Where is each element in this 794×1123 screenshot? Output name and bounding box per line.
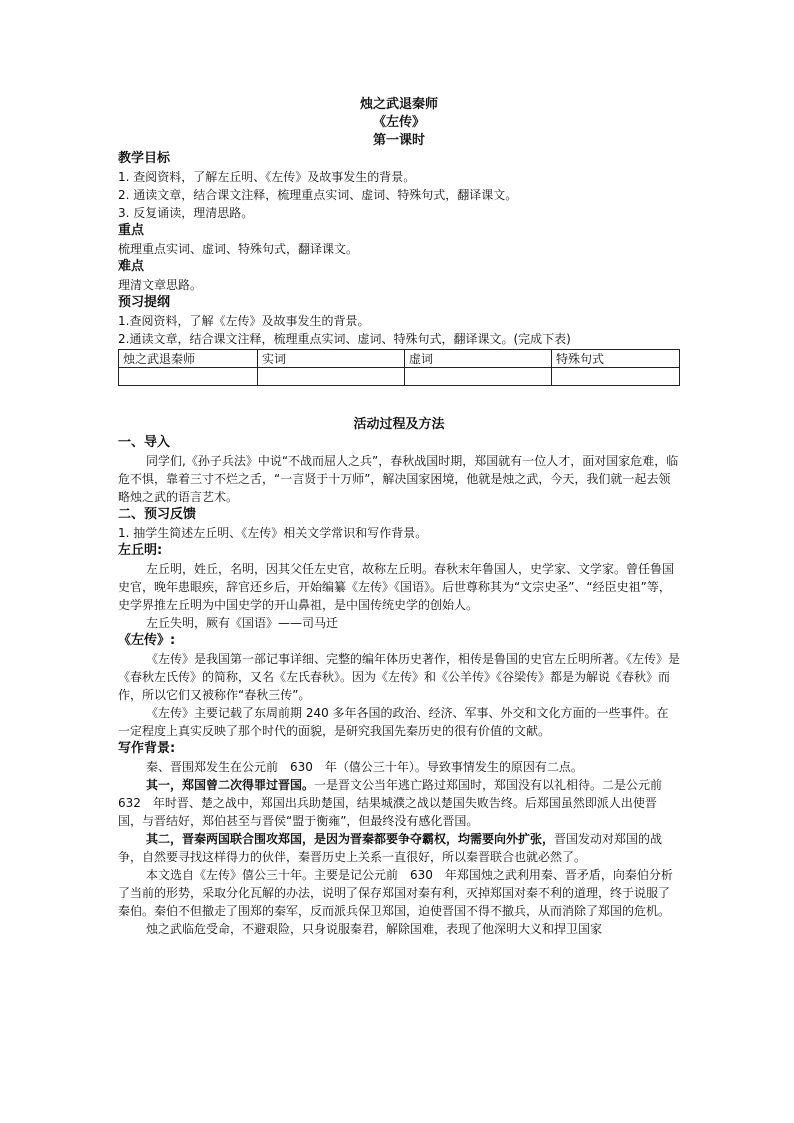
- intro-heading: 一、导入: [118, 435, 171, 450]
- document-title: 烛之武退秦师: [359, 97, 438, 112]
- table-row: [119, 368, 680, 386]
- table-header-cell: 特殊句式: [552, 350, 680, 368]
- background-text: 本文选自《左传》僖公三十年。主要是记公元前 630 年郑国烛之武利用秦、晋矛盾，向秦伯分析了当前的形势，采取分化瓦解的办法，说明了保存郑国对秦有利，灭掉郑国对秦不利的道理，终于说服了秦伯。秦伯不但撤走了围郑的秦军，反而派兵保卫郑国，迫使晋国不得不撤兵，从而消除了郑国的危机。: [118, 868, 673, 918]
- zuozhuan-heading: 《左传》:: [118, 633, 176, 648]
- preview-item: 2.通读文章，结合课文注释，梳理重点实词、虚词、特殊句式，翻译课文。(完成下表): [118, 332, 571, 346]
- zuoqiuming-heading: 左丘明:: [118, 543, 163, 558]
- background-text: 烛之武临危受命，不避艰险，只身说服秦君，解除国难，表现了他深明大义和捍卫国家: [146, 922, 603, 936]
- table-cell: [405, 368, 552, 386]
- zuozhuan-text: 《左传》主要记载了东周前期 240 多年各国的政治、经济、军事、外交和文化方面的一些事件。在一定程度上真实反映了那个时代的面貌，是研究我国先秦历史的很有价值的文献。: [118, 706, 669, 738]
- preview-heading: 预习提纲: [118, 295, 171, 310]
- background-paragraph: [118, 830, 680, 866]
- intro-text: 同学们,《孙子兵法》中说“不战而屈人之兵”，春秋战国时期，郑国就有一位人才，面对国家危难，临危不惧，靠着三寸不烂之舌，“一言贤于十万师”，解决国家困境，他就是烛之武，今天，我们就一起去领略烛之武的语言艺术。: [118, 454, 679, 504]
- table-cell: [119, 368, 258, 386]
- table-header-cell: 实词: [258, 350, 405, 368]
- preview-item: 1.查阅资料，了解《左传》及故事发生的背景。: [118, 314, 370, 328]
- background-text: 秦、晋围郑发生在公元前 630 年（僖公三十年）。导致事情发生的原因有二点。: [146, 760, 583, 774]
- key-points-heading: 重点: [118, 223, 145, 238]
- document-page: [118, 96, 680, 938]
- lesson-label: 第一课时: [372, 133, 425, 148]
- table-cell: [552, 368, 680, 386]
- table-cell: [258, 368, 405, 386]
- table-row: [119, 350, 680, 368]
- feedback-item: 1. 抽学生简述左丘明、《左传》相关文学常识和写作背景。: [118, 526, 428, 540]
- feedback-heading: 二、预习反馈: [118, 507, 197, 522]
- table-header-cell: 烛之武退秦师: [119, 350, 258, 368]
- objective-item: 1. 查阅资料，了解左丘明、《左传》及故事发生的背景。: [118, 170, 416, 184]
- background-lead: 其二，晋秦两国联合围攻郑国，是因为晋秦都要争夺霸权，均需要向外扩张，: [146, 832, 555, 846]
- difficulty-heading: 难点: [118, 259, 145, 274]
- document-source: 《左传》: [372, 115, 425, 130]
- preview-table: [118, 349, 680, 386]
- objective-item: 2. 通读文章，结合课文注释，梳理重点实词、虚词、特殊句式，翻译课文。: [118, 188, 518, 202]
- objective-item: 3. 反复诵读，理清思路。: [118, 206, 254, 220]
- key-points-text: 梳理重点实词、虚词、特殊句式，翻译课文。: [118, 242, 359, 256]
- activity-heading: 活动过程及方法: [353, 417, 445, 432]
- zuoqiuming-quote: 左丘失明，厥有《国语》——司马迁: [146, 616, 339, 630]
- objectives-heading: 教学目标: [118, 151, 171, 166]
- table-header-cell: 虚词: [405, 350, 552, 368]
- background-text: 晋国发动对郑国的战争，自然要寻找这样得力的伙伴，秦晋历史上关系一直很好，所以秦晋联合也就必然了。: [118, 832, 663, 864]
- background-heading: 写作背景:: [118, 741, 176, 756]
- zuozhuan-text: 《左传》是我国第一部记事详细、完整的编年体历史著作，相传是鲁国的史官左丘明所著。《左传》是《春秋左氏传》的简称，又名《左氏春秋》。因为《左传》和《公羊传》《谷梁传》都是为解说《春秋》而作，所以它们又被称作“春秋三传”。: [118, 652, 681, 702]
- zuoqiuming-text: 左丘明，姓丘，名明，因其父任左史官，故称左丘明。春秋末年鲁国人，史学家、文学家。曾任鲁国史官，晚年患眼疾，辞官还乡后，开始编纂《左传》《国语》。后世尊称其为“文宗史圣”、“经臣史祖”等，史学界推左丘明为中国史学的开山鼻祖，是中国传统史学的创始人。: [118, 562, 675, 612]
- background-lead: 其一，郑国曾二次得罪过晋国。: [146, 778, 315, 792]
- background-paragraph: [118, 776, 680, 830]
- background-text: 一是晋文公当年逃亡路过郑国时，郑国没有以礼相待。二是公元前 632 年时晋、楚之战中，郑国出兵助楚国，结果城濮之战以楚国失败告终。后郑国虽然即派人出使晋国，与晋结好，郑伯甚至与晋侯“盟于衡雍”，但最终没有感化晋国。: [118, 778, 675, 828]
- difficulty-text: 理清文章思路。: [118, 278, 203, 292]
